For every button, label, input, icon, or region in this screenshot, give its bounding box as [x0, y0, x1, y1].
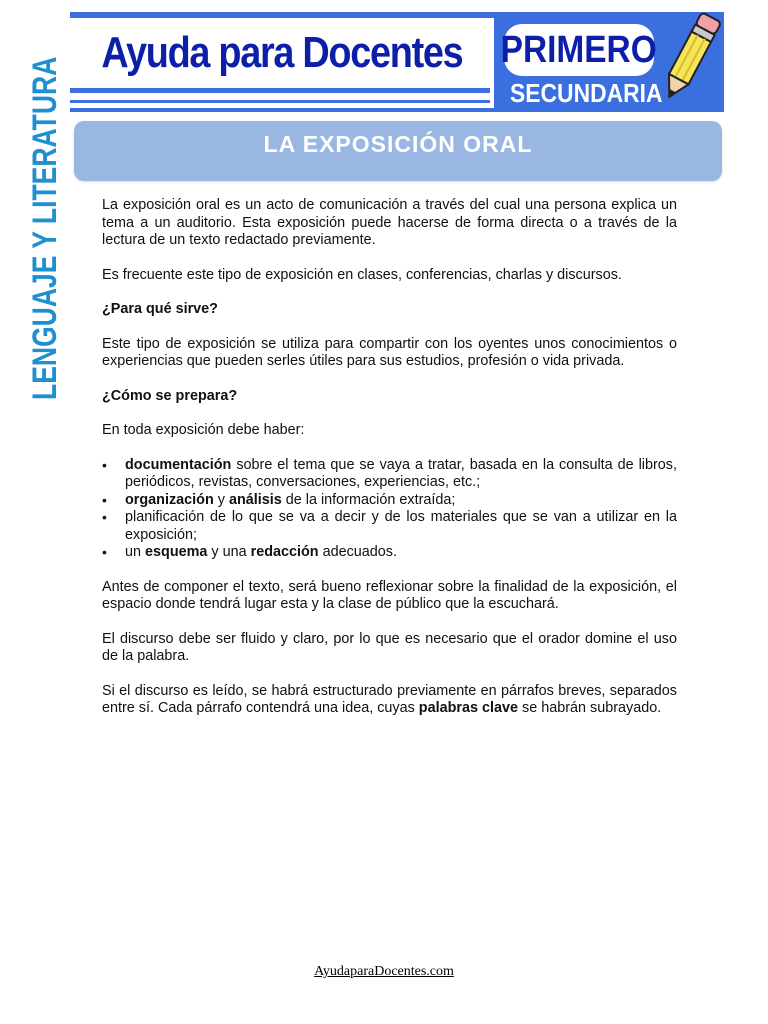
- article-body: [102, 197, 677, 735]
- item-text: un: [125, 544, 146, 560]
- grade-label: PRIMERO: [500, 28, 658, 71]
- section-heading: ¿Para qué sirve?: [102, 301, 218, 317]
- item-text: y una: [207, 544, 251, 560]
- page-title: LA EXPOSICIÓN ORAL: [263, 130, 533, 157]
- subject-text: LENGUAJE Y LITERATURA: [26, 56, 64, 400]
- header-rule-mid: [70, 88, 490, 93]
- footer-link[interactable]: AyudaparaDocentes.com: [314, 964, 454, 979]
- list-item: [102, 509, 677, 544]
- paragraph: El discurso debe ser fluido y claro, por lo que es necesario que el orador domine el uso de la palabra.: [102, 630, 677, 664]
- header-rule-mid-thin: [70, 100, 490, 103]
- paragraph: Antes de componer el texto, será bueno reflexionar sobre la finalidad de la exposición, el espacio donde tendrá lugar esta y la clase de público que la escuchará.: [102, 578, 677, 612]
- bold-term: redacción: [250, 544, 319, 560]
- bold-term: organización: [125, 491, 214, 508]
- bold-term: esquema: [145, 544, 208, 560]
- bold-term: palabras clave: [418, 700, 518, 716]
- section-heading: ¿Cómo se prepara?: [102, 387, 238, 404]
- subject-label: [26, 56, 66, 440]
- item-text: adecuados.: [318, 544, 398, 560]
- item-text: y: [213, 491, 229, 508]
- paragraph: En toda exposición debe haber:: [102, 422, 305, 438]
- item-text: planificación de lo que se va a decir y de los materiales que se van a utilizar en la exposición;: [125, 509, 677, 543]
- list-item: [102, 492, 677, 510]
- bold-term: documentación: [125, 456, 232, 473]
- brand-banner: [70, 18, 494, 88]
- paragraph: Este tipo de exposición se utiliza para compartir con los oyentes unos conocimientos o experiencias que pueden serles útiles para sus estudios, profesión o vida privada.: [102, 335, 677, 369]
- paragraph: La exposición oral es un acto de comunicación a través del cual una persona explica un tema a un auditorio. Esta exposición puede hacerse de forma directa o a través de la lectura de un texto redactado previamente.: [102, 197, 677, 248]
- paragraph: Es frecuente este tipo de exposición en clases, conferencias, charlas y discursos.: [102, 266, 622, 283]
- pencil-icon: [655, 8, 725, 108]
- brand-title: Ayuda para Docentes: [101, 28, 463, 77]
- paragraph-text: Si el discurso es leído, se habrá estructurado previamente en párrafos breves, separados entre sí. Cada párrafo contendrá una idea, cuyas: [102, 682, 677, 716]
- title-bar: [74, 121, 722, 181]
- level-label: SECUNDARIA: [510, 78, 663, 108]
- bold-term: análisis: [228, 491, 282, 508]
- paragraph: [102, 683, 677, 718]
- list-item: [102, 457, 677, 492]
- list-item: [102, 544, 677, 562]
- item-text: de la información extraída;: [281, 491, 456, 508]
- paragraph-text: se habrán subrayado.: [518, 700, 662, 716]
- item-text: sobre el tema que se vaya a tratar, basada en la consulta de libros, periódicos, revistas, conversaciones, experiencias, etc.;: [125, 456, 677, 490]
- requirements-list: [102, 457, 677, 562]
- grade-badge: [500, 24, 658, 76]
